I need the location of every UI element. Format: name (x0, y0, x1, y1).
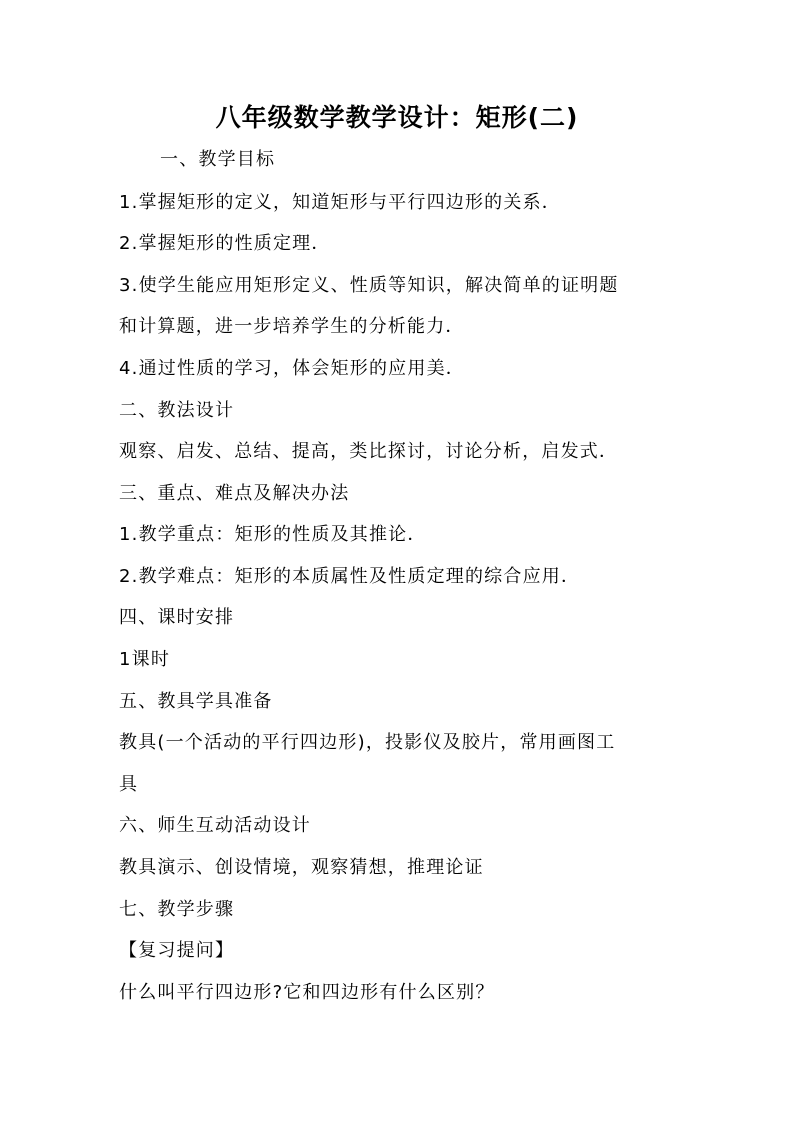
section-heading-tools: 五、教具学具准备 (119, 691, 273, 712)
section-heading-objectives: 一、教学目标 (160, 149, 276, 170)
schedule-text: 1课时 (119, 649, 171, 670)
section-heading-steps: 七、教学步骤 (119, 899, 235, 920)
key-point-2: 2.教学难点：矩形的本质属性及性质定理的综合应用． (119, 566, 581, 587)
interaction-text: 教具演示、创设情境，观察猜想，推理论证 (119, 857, 484, 878)
objective-2: 2.掌握矩形的性质定理． (119, 233, 331, 254)
key-point-1: 1.教学重点：矩形的性质及其推论． (119, 524, 427, 545)
section-heading-methods: 二、教法设计 (119, 400, 235, 421)
section-heading-key-points: 三、重点、难点及解决办法 (119, 483, 350, 504)
methods-text: 观察、启发、总结、提高，类比探讨，讨论分析，启发式． (119, 441, 619, 462)
tools-text: 教具(一个活动的平行四边形)，投影仪及胶片，常用画图工 (119, 732, 616, 753)
review-questions-heading: 【复习提问】 (119, 940, 235, 961)
objective-1: 1.掌握矩形的定义，知道矩形与平行四边形的关系． (119, 192, 561, 213)
objective-3: 3.使学生能应用矩形定义、性质等知识，解决简单的证明题 (119, 275, 619, 296)
review-question-text: 什么叫平行四边形?它和四边形有什么区别？ (119, 982, 495, 1003)
document-title: 八年级数学教学设计：矩形(二) (215, 103, 579, 132)
objective-4: 4.通过性质的学习，体会矩形的应用美． (119, 358, 465, 379)
section-heading-schedule: 四、课时安排 (119, 607, 235, 628)
tools-text-continued: 具 (119, 774, 139, 795)
section-heading-interaction: 六、师生互动活动设计 (119, 815, 311, 836)
objective-3-continued: 和计算题，进一步培养学生的分析能力． (119, 316, 465, 337)
